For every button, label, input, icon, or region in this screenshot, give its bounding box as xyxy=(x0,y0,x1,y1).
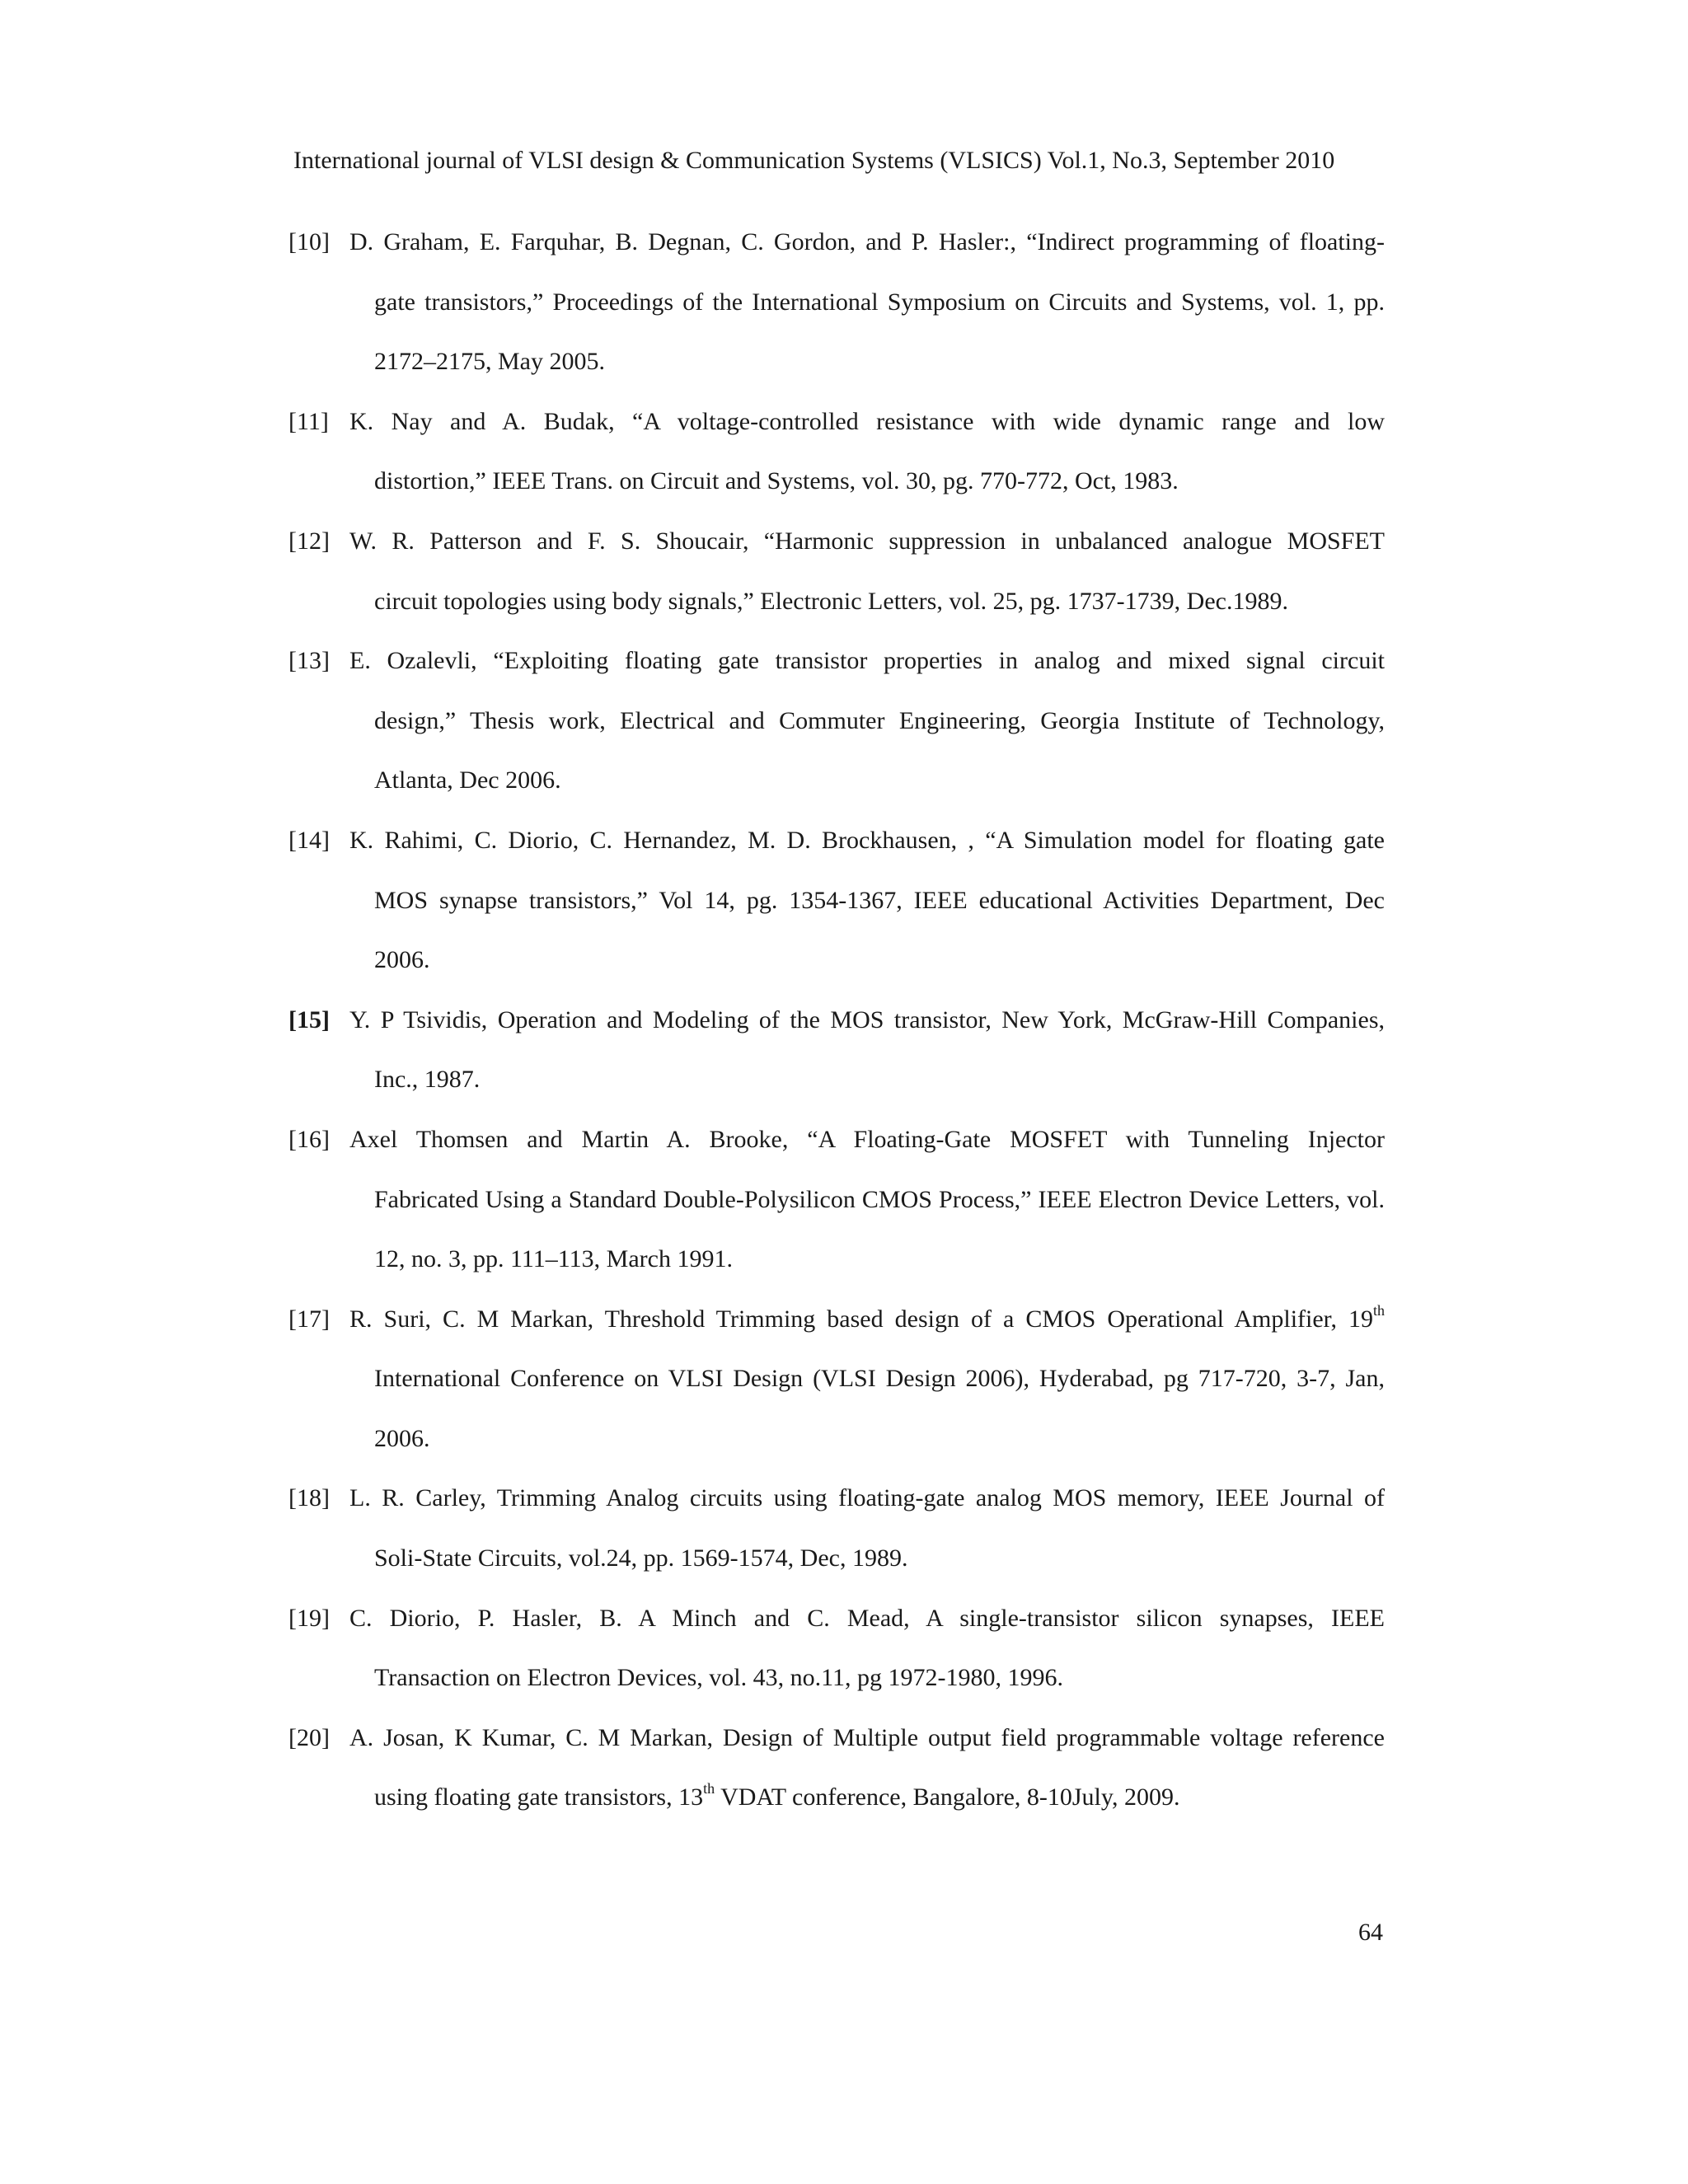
reference-number: [10] xyxy=(288,228,330,255)
reference-text-line1: D. Graham, E. Farquhar, B. Degnan, C. Gordon, and P. Hasler:, “Indirect programming of floating- xyxy=(349,228,1385,255)
reference-item-12 xyxy=(288,512,1385,631)
reference-text-line1: E. Ozalevli, “Exploiting floating gate transistor properties in analog and mixed signal circuit xyxy=(349,647,1385,675)
reference-text-continued: design,” Thesis work, Electrical and Commuter Engineering, Georgia Institute of Technology, Atlanta, Dec 2006. xyxy=(374,706,1385,794)
reference-item-16 xyxy=(288,1110,1385,1290)
reference-item-13 xyxy=(288,631,1385,811)
reference-item-18 xyxy=(288,1469,1385,1588)
reference-number: [11] xyxy=(288,407,329,435)
reference-item-14 xyxy=(288,811,1385,991)
reference-number: [16] xyxy=(288,1125,330,1153)
reference-text-line1: Axel Thomsen and Martin A. Brooke, “A Floating-Gate MOSFET with Tunneling Injector xyxy=(349,1125,1385,1153)
reference-text-continued: Transaction on Electron Devices, vol. 43, no.11, pg 1972-1980, 1996. xyxy=(374,1664,1064,1692)
running-header: International journal of VLSI design & Communication Systems (VLSICS) Vol.1, No.3, September 2010 xyxy=(293,147,1335,174)
reference-number: [17] xyxy=(288,1305,330,1333)
ordinal-superscript: th xyxy=(703,1780,715,1797)
reference-text-continued: gate transistors,” Proceedings of the International Symposium on Circuits and Systems, vol. 1, pp. 2172–2175, May 2005. xyxy=(374,288,1385,376)
reference-text-continued: International Conference on VLSI Design (VLSI Design 2006), Hyderabad, pg 717-720, 3-7, Jan, 2006. xyxy=(374,1365,1385,1452)
reference-number: [15] xyxy=(288,1005,330,1033)
reference-item-10 xyxy=(288,213,1385,392)
reference-text-line1: K. Rahimi, C. Diorio, C. Hernandez, M. D. Brockhausen, , “A Simulation model for floating gate xyxy=(349,826,1385,854)
reference-item-19 xyxy=(288,1589,1385,1708)
reference-item-11 xyxy=(288,392,1385,512)
reference-item-20 xyxy=(288,1708,1385,1828)
reference-item-15 xyxy=(288,991,1385,1110)
reference-text-continued: MOS synapse transistors,” Vol 14, pg. 1354-1367, IEEE educational Activities Department, Dec 2006. xyxy=(374,886,1385,974)
reference-text-continued: circuit topologies using body signals,” Electronic Letters, vol. 25, pg. 1737-1739, Dec.1989. xyxy=(374,587,1288,615)
reference-number: [19] xyxy=(288,1604,330,1632)
reference-number: [12] xyxy=(288,527,330,555)
reference-rest-pre: using floating gate transistors, 13 xyxy=(374,1783,704,1811)
reference-text-line1: A. Josan, K Kumar, C. M Markan, Design of Multiple output field programmable voltage reference xyxy=(349,1723,1385,1751)
reference-number: [20] xyxy=(288,1723,330,1751)
reference-line1-text: R. Suri, C. M Markan, Threshold Trimming based design of a CMOS Operational Amplifier, 19 xyxy=(349,1305,1373,1333)
reference-list xyxy=(288,213,1385,1828)
reference-text-continued xyxy=(349,1768,1385,1828)
reference-rest-post: VDAT conference, Bangalore, 8-10July, 2009. xyxy=(715,1783,1180,1811)
reference-number: [13] xyxy=(288,647,330,675)
reference-text-line1: K. Nay and A. Budak, “A voltage-controlled resistance with wide dynamic range and low xyxy=(349,407,1385,435)
reference-number: [18] xyxy=(288,1484,330,1512)
reference-text-continued: Soli-State Circuits, vol.24, pp. 1569-1574, Dec, 1989. xyxy=(374,1544,908,1572)
reference-text-line1: Y. P Tsividis, Operation and Modeling of the MOS transistor, New York, McGraw-Hill Companies, xyxy=(349,1005,1385,1033)
reference-text-continued: Inc., 1987. xyxy=(374,1066,481,1094)
reference-text-line1: L. R. Carley, Trimming Analog circuits using floating-gate analog MOS memory, IEEE Journal of xyxy=(349,1484,1385,1512)
reference-text-continued: Fabricated Using a Standard Double-Polysilicon CMOS Process,” IEEE Electron Device Letters, vol. 12, no. 3, pp. 111–113, March 1991. xyxy=(374,1185,1385,1273)
reference-number: [14] xyxy=(288,826,330,854)
ordinal-superscript: th xyxy=(1372,1301,1385,1319)
reference-item-17 xyxy=(288,1290,1385,1469)
reference-text-line1: C. Diorio, P. Hasler, B. A Minch and C. Mead, A single-transistor silicon synapses, IEEE xyxy=(349,1604,1385,1632)
reference-text-continued: distortion,” IEEE Trans. on Circuit and Systems, vol. 30, pg. 770-772, Oct, 1983. xyxy=(374,467,1179,495)
reference-text-line1 xyxy=(349,1290,1385,1350)
reference-text-line1: W. R. Patterson and F. S. Shoucair, “Harmonic suppression in unbalanced analogue MOSFET xyxy=(349,527,1385,555)
page-number: 64 xyxy=(1358,1919,1383,1946)
